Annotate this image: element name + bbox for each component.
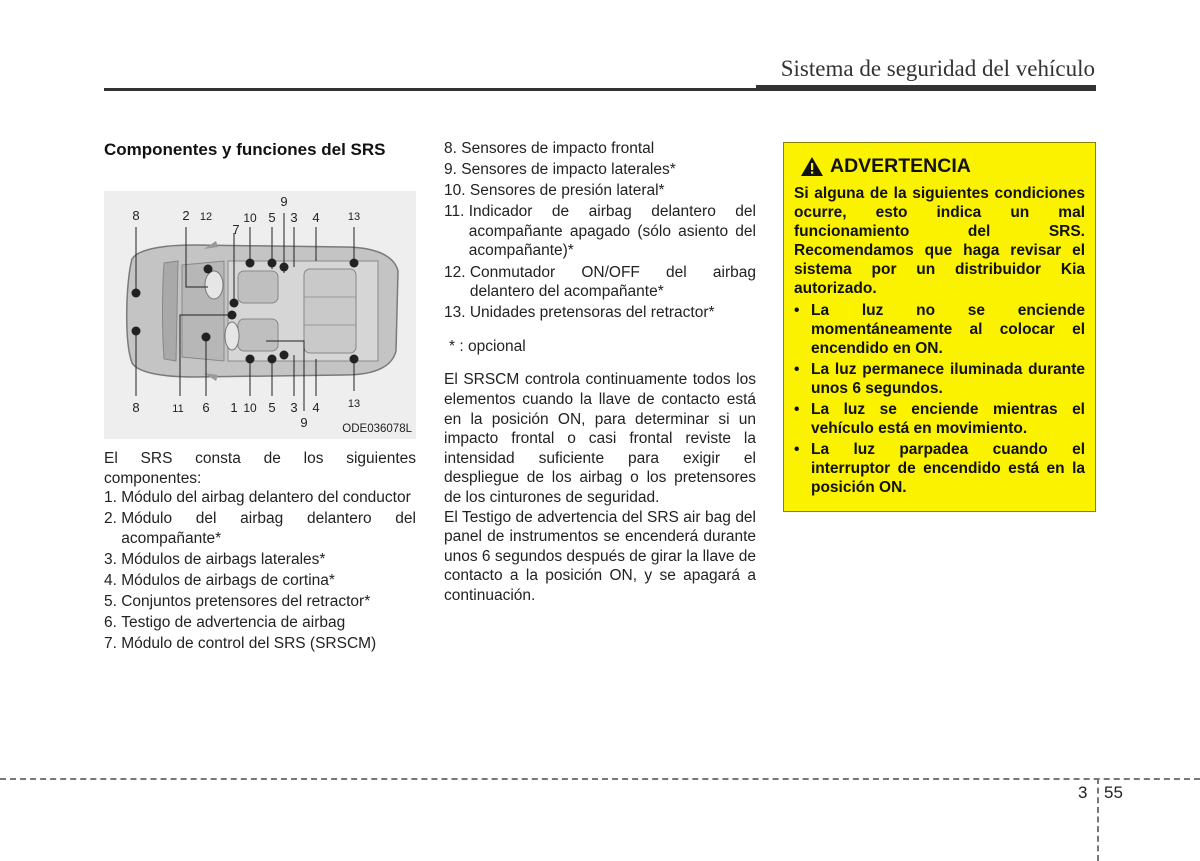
diagram-label: 9 [280, 194, 288, 209]
list-text: Módulo del airbag delantero del acompañante* [121, 510, 416, 547]
list-item [104, 592, 416, 612]
figure-caption: ODE036078L [342, 423, 412, 435]
list-number: 7. [104, 635, 122, 653]
list-text: Módulo del airbag delantero del conductor [121, 489, 411, 507]
list-item [104, 634, 416, 654]
warning-item-text: La luz permanece iluminada durante unos 6 segundos. [811, 361, 1085, 397]
list-number: 13. [444, 304, 470, 322]
optional-note: * : opcional [449, 337, 526, 355]
list-number: 5. [104, 593, 122, 611]
diagram-label: 4 [312, 210, 320, 225]
diagram-label: 5 [268, 400, 276, 415]
list-item [444, 263, 756, 302]
list-number: 4. [104, 572, 122, 590]
warning-light-paragraph: El Testigo de advertencia del SRS air bag del panel de instrumentos se encenderá durante unos 6 segundos después de girar la llave de contacto a la posición ON, y se apagará a continuación. [444, 508, 756, 604]
sensors-column [444, 139, 756, 606]
warning-list [794, 301, 1085, 497]
list-item [444, 160, 756, 180]
diagram-label: 8 [132, 400, 140, 415]
bullet: • [794, 302, 800, 319]
warning-box [783, 142, 1096, 512]
list-text: Sensores de impacto frontal [461, 140, 655, 157]
srs-component-diagram [104, 191, 416, 439]
diagram-label: 8 [132, 208, 140, 223]
diagram-label: 11 [172, 403, 184, 415]
list-text: Sensores de impacto laterales* [461, 161, 676, 179]
warning-title: ADVERTENCIA [830, 155, 971, 177]
diagram-label: 13 [347, 211, 361, 223]
list-number: 12. [444, 263, 470, 281]
diagram-label: 4 [312, 400, 320, 415]
warning-item [794, 360, 1085, 398]
list-item [104, 488, 416, 508]
list-item [104, 613, 416, 633]
components-intro: El SRS consta de los siguientes componentes: [104, 450, 416, 487]
warning-item-text: La luz no se enciende momentáneamente al colocar el encendido en ON. [811, 302, 1085, 357]
diagram-label: 5 [268, 210, 276, 225]
bullet: • [794, 361, 800, 378]
list-number: 11. [444, 203, 469, 221]
chapter-number: 3 [1078, 783, 1088, 802]
section-heading: Componentes y funciones del SRS [104, 140, 386, 159]
list-text: Indicador de airbag delantero del acompañante apagado (sólo asiento del acompañante)* [468, 203, 756, 260]
warning-item-text: La luz parpadea cuando el interruptor de encendido está en la posición ON. [811, 441, 1085, 496]
sensors-list [444, 139, 756, 323]
list-number: 6. [104, 614, 122, 632]
warning-item [794, 400, 1085, 438]
list-number: 3. [104, 550, 122, 568]
list-item [444, 303, 756, 323]
list-text: Unidades pretensoras del retractor* [469, 304, 715, 322]
list-number: 10. [444, 182, 470, 200]
list-text: Testigo de advertencia de airbag [121, 614, 346, 632]
warning-heading [800, 155, 1085, 178]
diagram-label: 12 [199, 211, 213, 223]
components-list [104, 488, 416, 654]
warning-item [794, 440, 1085, 497]
list-item [444, 139, 756, 159]
list-text: Conmutador ON/OFF del airbag delantero del acompañante* [469, 263, 756, 301]
list-text: Conjuntos pretensores del retractor* [121, 593, 371, 611]
list-number: 1. [104, 489, 122, 507]
list-item [444, 202, 756, 261]
header-rule-accent [756, 85, 1096, 91]
diagram-label: 6 [202, 400, 210, 415]
warning-item-text: La luz se enciende mientras el vehículo está en movimiento. [811, 401, 1085, 437]
diagram-label: 13 [347, 398, 361, 410]
diagram-label: 1 [230, 400, 238, 415]
components-column [104, 449, 416, 655]
srscm-paragraph: El SRSCM controla continuamente todos los elementos cuando la llave de contacto está en la posición ON, para determinar si un impacto frontal o casi frontal reviste la intensidad suficiente para exigir el despliegue de los airbag o los pretensores de los cinturones de seguridad. [444, 371, 756, 506]
bullet: • [794, 401, 800, 418]
list-item [104, 571, 416, 591]
list-text: Módulos de airbags de cortina* [121, 572, 335, 590]
diagram-label: 10 [243, 211, 257, 225]
list-item [104, 509, 416, 548]
diagram-label: 3 [290, 400, 298, 415]
list-text: Módulo de control del SRS (SRSCM) [121, 635, 377, 653]
page-number: 55 [1104, 783, 1123, 802]
diagram-label: 9 [300, 415, 308, 430]
list-item [104, 550, 416, 570]
diagram-label: 10 [243, 401, 257, 415]
warning-triangle-icon [800, 156, 824, 177]
list-text: Sensores de presión lateral* [469, 182, 665, 200]
diagram-label: 7 [232, 222, 240, 237]
list-number: 9. [444, 161, 462, 179]
warning-item [794, 301, 1085, 358]
warning-intro: Si alguna de la siguientes condiciones ocurre, esto indica un mal funcionamiento del SRS. Recomendamos que haga revisar el sistema por un distribuidor Kia autorizado. [794, 185, 1085, 297]
diagram-label: 3 [290, 210, 298, 225]
diagram-label: 2 [182, 208, 190, 223]
bullet: • [794, 441, 800, 458]
car-top-view-illustration [104, 191, 416, 439]
list-number: 8. [444, 140, 462, 157]
footer-divider [1097, 778, 1099, 861]
page-header-title: Sistema de seguridad del vehículo [780, 56, 1095, 81]
list-text: Módulos de airbags laterales* [121, 550, 326, 568]
list-number: 2. [104, 510, 122, 528]
footer-rule [0, 778, 1200, 780]
list-item [444, 181, 756, 201]
